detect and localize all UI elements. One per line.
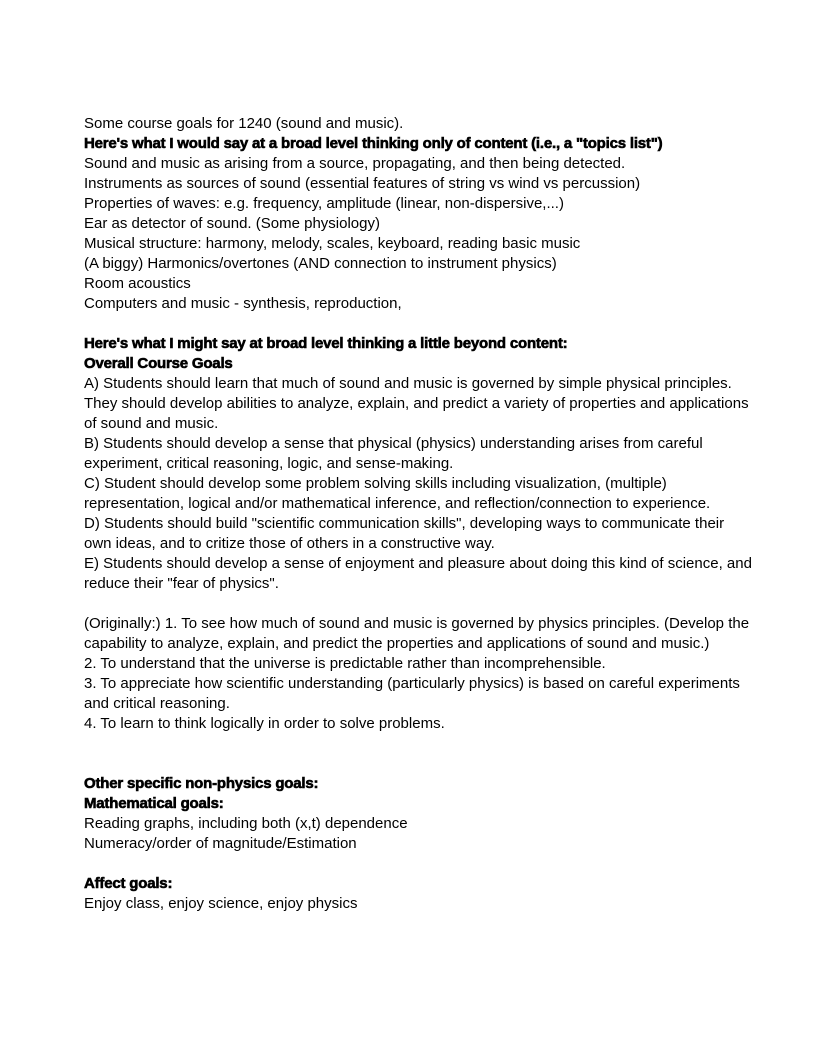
course-goal-d: D) Students should build "scientific communication skills", developing ways to communicate their own ideas, and to critize those of others in a constructive way.: [84, 515, 725, 552]
original-goal-3: 3. To appreciate how scientific understanding (particularly physics) is based on careful experiments and critical reasoning.: [84, 675, 740, 712]
topic-item: Instruments as sources of sound (essential features of string vs wind vs percussion): [84, 175, 641, 192]
original-goal-1: (Originally:) 1. To see how much of sound and music is governed by physics principles. (Develop the capability to analyze, explain, and predict the properties and applications of sound and music.): [84, 615, 750, 652]
topic-item: Sound and music as arising from a source, propagating, and then being detected.: [84, 155, 626, 172]
document-page: [84, 114, 752, 914]
affect-goals-heading: Affect goals:: [84, 875, 173, 892]
spacer: [84, 734, 752, 774]
topic-item: Computers and music - synthesis, reproduction,: [84, 295, 402, 312]
topic-item: (A biggy) Harmonics/overtones (AND connection to instrument physics): [84, 255, 557, 272]
original-goal-2: 2. To understand that the universe is predictable rather than incomprehensible.: [84, 655, 606, 672]
spacer: [84, 854, 752, 874]
math-goal-item: Numeracy/order of magnitude/Estimation: [84, 835, 357, 852]
spacer: [84, 594, 752, 614]
affect-goal-item: Enjoy class, enjoy science, enjoy physics: [84, 895, 358, 912]
math-goal-item: Reading graphs, including both (x,t) dependence: [84, 815, 408, 832]
topic-item: Properties of waves: e.g. frequency, amplitude (linear, non-dispersive,...): [84, 195, 564, 212]
other-goals-heading: Other specific non-physics goals:: [84, 775, 319, 792]
course-goal-c: C) Student should develop some problem solving skills including visualization, (multiple) representation, logical and/or mathematical inference, and reflection/connection to experience.: [84, 475, 711, 512]
topics-heading: Here's what I would say at a broad level thinking only of content (i.e., a "topics list"): [84, 135, 663, 152]
intro-line: Some course goals for 1240 (sound and music).: [84, 115, 404, 132]
math-goals-heading: Mathematical goals:: [84, 795, 224, 812]
beyond-heading: Here's what I might say at broad level thinking a little beyond content:: [84, 335, 568, 352]
topic-item: Musical structure: harmony, melody, scales, keyboard, reading basic music: [84, 235, 581, 252]
course-goal-b: B) Students should develop a sense that physical (physics) understanding arises from careful experiment, critical reasoning, logic, and sense-making.: [84, 435, 703, 472]
course-goal-e: E) Students should develop a sense of enjoyment and pleasure about doing this kind of science, and reduce their "fear of physics".: [84, 555, 752, 592]
topic-item: Room acoustics: [84, 275, 191, 292]
topic-item: Ear as detector of sound. (Some physiology): [84, 215, 380, 232]
overall-goals-heading: Overall Course Goals: [84, 355, 233, 372]
original-goal-4: 4. To learn to think logically in order to solve problems.: [84, 715, 445, 732]
course-goal-a: A) Students should learn that much of sound and music is governed by simple physical principles. They should develop abilities to analyze, explain, and predict a variety of properties and applications of sound and music.: [84, 375, 749, 432]
spacer: [84, 314, 752, 334]
